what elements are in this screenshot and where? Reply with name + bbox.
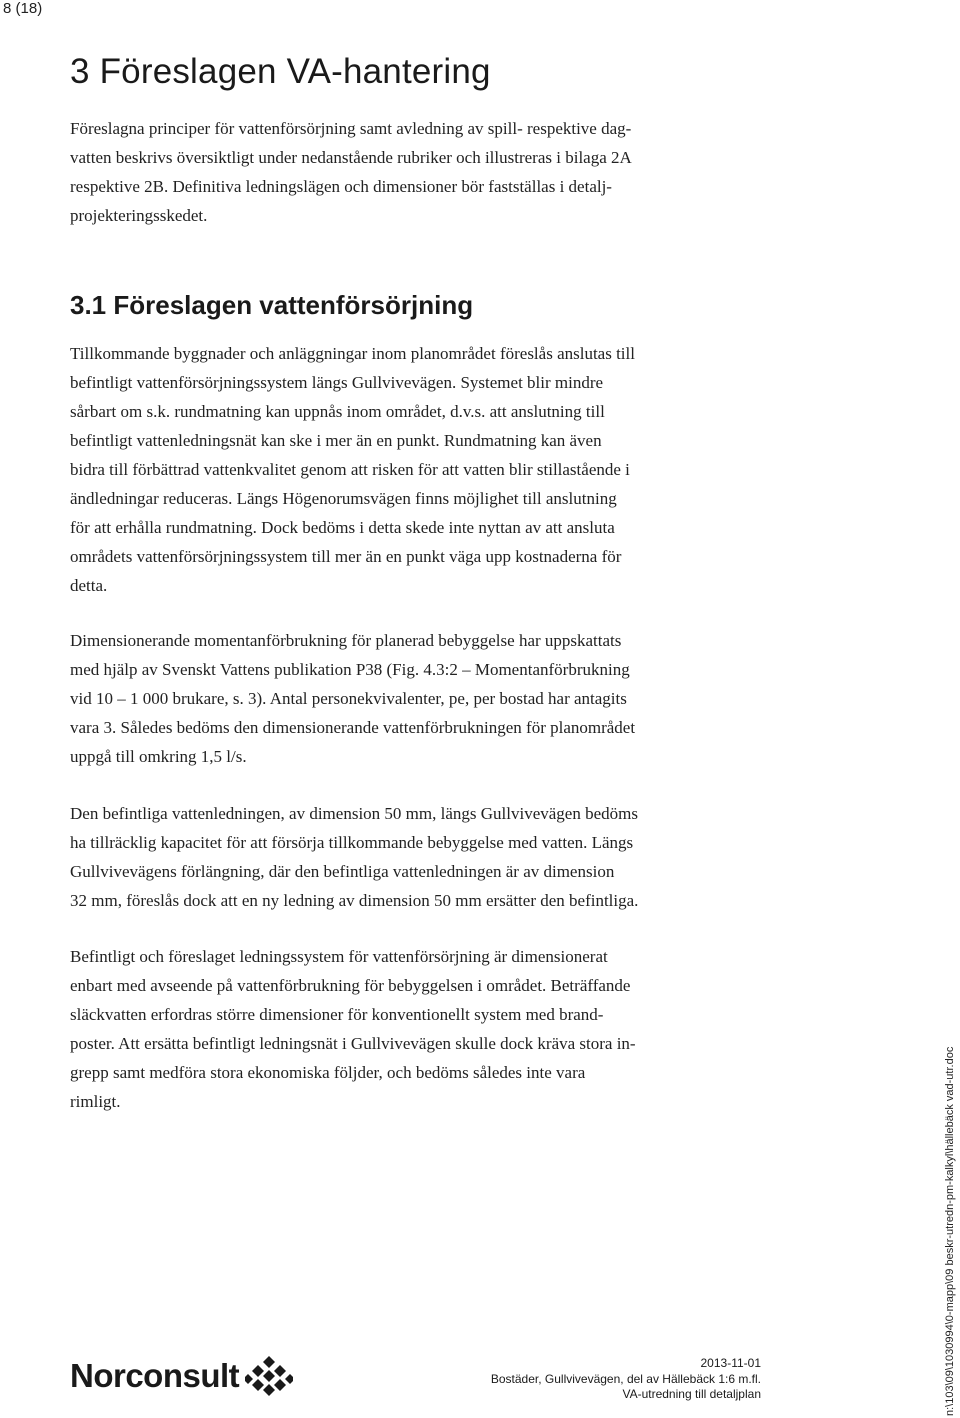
text-line: poster. Att ersätta befintligt ledningsnät i Gullvivevägen skulle dock kräva stora in-	[70, 1034, 636, 1053]
text-line: respektive 2B. Definitiva ledningslägen och dimensioner bör fastställas i detalj-	[70, 177, 612, 196]
paragraph-slackvatten	[70, 942, 636, 1116]
paragraph-momentanforbrukning	[70, 626, 635, 771]
text-line: områdets vattenförsörjningssystem till mer än en punkt väga upp kostnaderna för	[70, 547, 622, 566]
text-line: projekteringsskedet.	[70, 206, 208, 225]
text-line: ha tillräcklig kapacitet för att försörja tillkommande bebyggelse med vatten. Längs	[70, 833, 634, 852]
text-line: sårbart om s.k. rundmatning kan uppnås inom området, d.v.s. att anslutning till	[70, 402, 605, 421]
text-line: släckvatten erfordras större dimensioner för konventionellt system med brand-	[70, 1005, 604, 1024]
text-line: befintligt vattenförsörjningssystem längs Gullvivevägen. Systemet blir mindre	[70, 373, 604, 392]
footer-doc-type: VA-utredning till detaljplan	[622, 1387, 761, 1401]
footer-date: 2013-11-01	[700, 1356, 761, 1370]
text-line: Föreslagna principer för vattenförsörjning samt avledning av spill- respektive dag-	[70, 119, 632, 138]
text-line: Dimensionerande momentanförbrukning för planerad bebyggelse har uppskattats	[70, 631, 622, 650]
text-line: bidra till förbättrad vattenkvalitet genom att risken för att vatten blir stillastående i	[70, 460, 630, 479]
page-number: 8 (18)	[3, 0, 43, 17]
subsection-title: 3.1 Föreslagen vattenförsörjning	[70, 290, 474, 320]
footer-info	[491, 1356, 761, 1403]
diamond-logo-icon	[245, 1354, 293, 1398]
paragraph-befintlig-ledning	[70, 799, 638, 915]
footer-project: Bostäder, Gullvivevägen, del av Hällebäck 1:6 m.fl.	[490, 1371, 761, 1386]
text-line: grepp samt medföra stora ekonomiska följder, och bedöms således inte vara	[70, 1063, 586, 1082]
text-line: för att erhålla rundmatning. Dock bedöms i detta skede inte nyttan av att ansluta	[70, 518, 615, 537]
text-line: detta.	[70, 576, 108, 595]
text-line: Befintligt och föreslaget ledningssystem för vattenförsörjning är dimensionerat	[70, 947, 608, 966]
text-line: vara 3. Således bedöms den dimensionerande vattenförbrukningen för planområdet	[70, 718, 636, 737]
text-line: Tillkommande byggnader och anläggningar inom planområdet föreslås anslutas till	[70, 344, 635, 363]
text-line: rimligt.	[70, 1092, 121, 1111]
norconsult-logo	[70, 1352, 293, 1400]
text-line: vatten beskrivs översiktligt under nedanstående rubriker och illustreras i bilaga 2A	[70, 148, 632, 167]
text-line: enbart med avseende på vattenförbrukning för bebyggelsen i området. Beträffande	[70, 976, 631, 995]
text-line: Gullvivevägens förlängning, där den befintliga vattenledningen är av dimension	[70, 862, 615, 881]
text-line: vid 10 – 1 000 brukare, s. 3). Antal personekvivalenter, pe, per bostad har antagits	[70, 689, 627, 708]
text-line: Den befintliga vattenledningen, av dimension 50 mm, längs Gullvivevägen bedöms	[70, 804, 638, 823]
section-title: 3 Föreslagen VA-hantering	[70, 52, 491, 91]
text-line: befintligt vattenledningsnät kan ske i mer än en punkt. Rundmatning kan även	[70, 431, 602, 450]
text-line: 32 mm, föreslås dock att en ny ledning av dimension 50 mm ersätter den befintliga.	[70, 891, 639, 910]
logo-wordmark: Norconsult	[70, 1357, 240, 1394]
file-path-margin: n:\103\09\1030994\0-mapp\09 beskr-utredn-pm-kalkyl\hällebäck vad-utr.doc	[944, 1046, 956, 1416]
text-line: ändledningar reduceras. Längs Högenorumsvägen finns möjlighet till anslutning	[70, 489, 617, 508]
paragraph-rundmatning	[70, 339, 635, 600]
intro-paragraph	[70, 114, 632, 230]
text-line: med hjälp av Svenskt Vattens publikation P38 (Fig. 4.3:2 – Momentanförbrukning	[70, 660, 630, 679]
text-line: uppgå till omkring 1,5 l/s.	[70, 747, 247, 766]
